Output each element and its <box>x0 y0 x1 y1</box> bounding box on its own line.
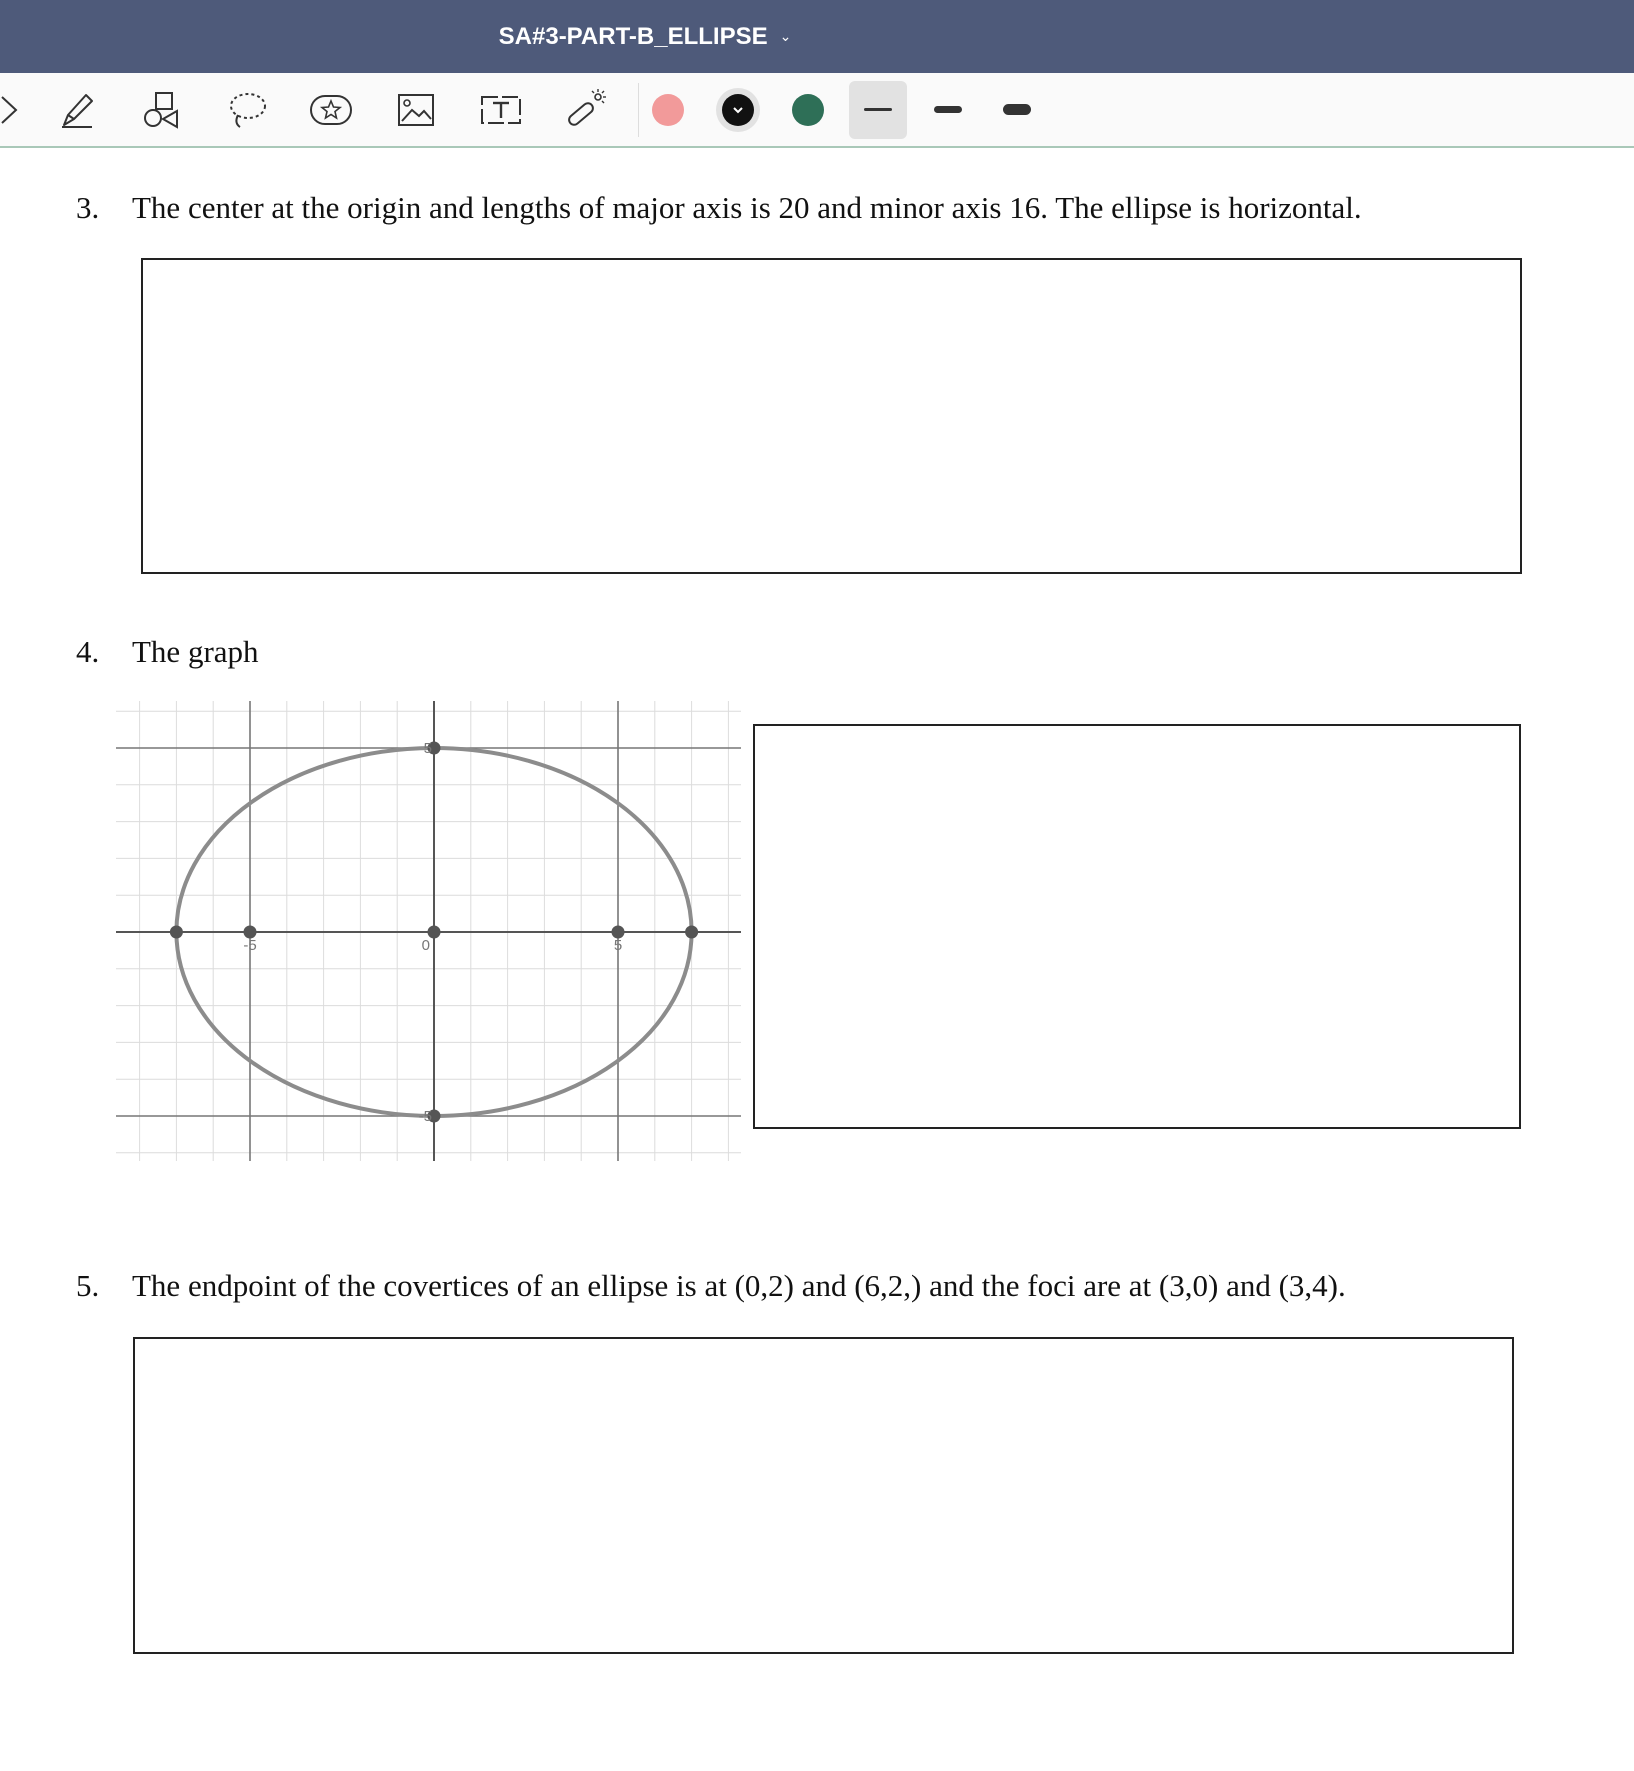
image-tool-button[interactable] <box>389 83 443 137</box>
color-swatch-pink[interactable] <box>652 94 684 126</box>
collapse-toolbar-button[interactable] <box>0 83 34 137</box>
lasso-tool-button[interactable] <box>220 83 274 137</box>
sticker-tool-button[interactable] <box>304 83 358 137</box>
text-box-tool-button[interactable] <box>474 83 528 137</box>
pen-icon <box>54 87 100 133</box>
annotation-toolbar <box>0 73 1634 148</box>
thickness-medium-button[interactable] <box>934 106 962 113</box>
x-tick-label-0: 0 <box>421 937 430 954</box>
answer-box-4[interactable] <box>753 724 1521 1129</box>
text-box-icon <box>478 87 524 133</box>
thickness-thick-button[interactable] <box>1003 104 1031 115</box>
sticker-icon <box>308 87 354 133</box>
shapes-icon <box>138 87 184 133</box>
laser-pointer-icon <box>562 87 608 133</box>
title-bar <box>0 0 1634 73</box>
question-text: The center at the origin and lengths of major axis is 20 and minor axis 16. The ellipse is horizontal. <box>132 190 1362 225</box>
laser-pointer-tool-button[interactable] <box>558 83 612 137</box>
pen-tool-button[interactable] <box>50 83 104 137</box>
lasso-icon <box>224 87 270 133</box>
ellipse-graph <box>116 701 741 1161</box>
question-text: The graph <box>132 634 259 669</box>
question-text: The endpoint of the covertices of an ellipse is at (0,2) and (6,2,) and the foci are at (3,0) and (3,4). <box>132 1268 1346 1303</box>
x-tick-label-5: 5 <box>613 937 623 954</box>
shapes-tool-button[interactable] <box>134 83 188 137</box>
graph-point <box>170 926 183 939</box>
question-number: 4. <box>76 634 100 669</box>
chevron-icon <box>0 87 30 133</box>
graph-point <box>685 926 698 939</box>
y-tick-label-5: 5 <box>423 740 432 757</box>
image-icon <box>393 87 439 133</box>
answer-box-3[interactable] <box>141 258 1522 574</box>
chevron-down-icon <box>722 94 754 126</box>
document-title-menu[interactable] <box>0 0 1290 73</box>
y-tick-label-neg5: -5 <box>418 1108 432 1125</box>
answer-box-5[interactable] <box>133 1337 1514 1654</box>
toolbar-divider <box>638 83 639 137</box>
color-swatch-green[interactable] <box>792 94 824 126</box>
color-swatch-black[interactable] <box>722 94 754 126</box>
chevron-down-icon: ⌄ <box>779 28 792 44</box>
question-number: 5. <box>76 1268 100 1303</box>
thickness-thin-button[interactable] <box>864 108 892 111</box>
question-number: 3. <box>76 190 100 225</box>
document-title: SA#3-PART-B_ELLIPSE <box>498 22 768 50</box>
x-tick-label-neg5: -5 <box>243 937 257 954</box>
